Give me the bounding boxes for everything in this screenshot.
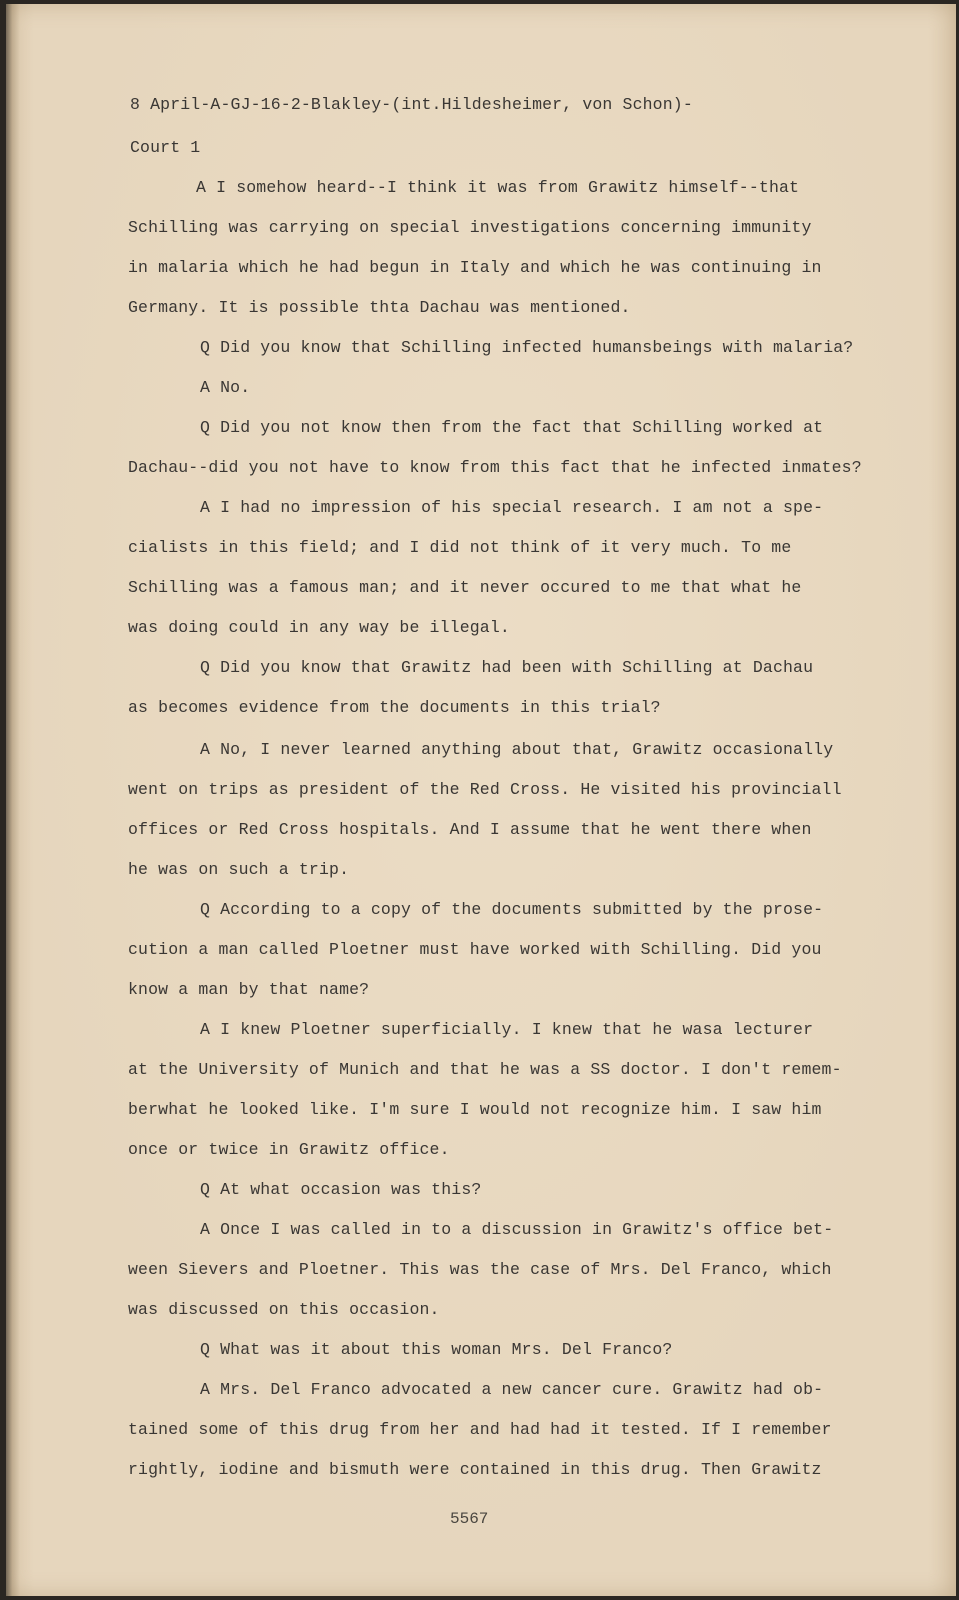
text-line: offices or Red Cross hospitals. And I assume that he went there when [128, 820, 812, 839]
text-line: A Once I was called in to a discussion in Grawitz's office bet- [200, 1220, 834, 1239]
text-line: A I knew Ploetner superficially. I knew that he wasa lecturer [200, 1020, 814, 1039]
text-line: A I somehow heard--I think it was from Grawitz himself--that [196, 178, 800, 197]
text-line: A No, I never learned anything about that, Grawitz occasionally [200, 740, 834, 759]
torn-left-edge [6, 4, 20, 1596]
text-line: Q At what occasion was this? [200, 1180, 482, 1199]
text-line: was discussed on this occasion. [128, 1300, 440, 1319]
document-page [6, 4, 956, 1596]
text-line: cution a man called Ploetner must have worked with Schilling. Did you [128, 940, 822, 959]
text-line: A I had no impression of his special research. I am not a spe- [200, 498, 824, 517]
text-line: Schilling was a famous man; and it never occured to me that what he [128, 578, 802, 597]
text-line: Q Did you know that Schilling infected humansbeings with malaria? [200, 338, 854, 357]
court-label: Court 1 [130, 138, 201, 157]
text-line: cialists in this field; and I did not think of it very much. To me [128, 538, 792, 557]
text-line: Q What was it about this woman Mrs. Del Franco? [200, 1340, 673, 1359]
text-line: he was on such a trip. [128, 860, 350, 879]
text-line: Dachau--did you not have to know from this fact that he infected inmates? [128, 458, 862, 477]
text-line: at the University of Munich and that he was a SS doctor. I don't remem- [128, 1060, 842, 1079]
text-line: ween Sievers and Ploetner. This was the case of Mrs. Del Franco, which [128, 1260, 832, 1279]
text-line: rightly, iodine and bismuth were contained in this drug. Then Grawitz [128, 1460, 822, 1479]
text-line: A Mrs. Del Franco advocated a new cancer cure. Grawitz had ob- [200, 1380, 824, 1399]
text-line: went on trips as president of the Red Cross. He visited his provinciall [128, 780, 842, 799]
text-line: as becomes evidence from the documents in this trial? [128, 698, 661, 717]
document-header: 8 April-A-GJ-16-2-Blakley-(int.Hildesheimer, von Schon)- [130, 95, 693, 114]
text-line: tained some of this drug from her and had had it tested. If I remember [128, 1420, 832, 1439]
text-line: A No. [200, 378, 251, 397]
text-line: berwhat he looked like. I'm sure I would not recognize him. I saw him [128, 1100, 822, 1119]
text-line: Germany. It is possible thta Dachau was mentioned. [128, 298, 631, 317]
text-line: Schilling was carrying on special investigations concerning immunity [128, 218, 812, 237]
text-line: Q Did you know that Grawitz had been with Schilling at Dachau [200, 658, 814, 677]
text-line: was doing could in any way be illegal. [128, 618, 510, 637]
text-line: Q Did you not know then from the fact that Schilling worked at [200, 418, 824, 437]
text-line: in malaria which he had begun in Italy and which he was continuing in [128, 258, 822, 277]
text-line: know a man by that name? [128, 980, 370, 999]
text-line: Q According to a copy of the documents submitted by the prose- [200, 900, 824, 919]
text-line: once or twice in Grawitz office. [128, 1140, 450, 1159]
page-number: 5567 [450, 1510, 489, 1528]
